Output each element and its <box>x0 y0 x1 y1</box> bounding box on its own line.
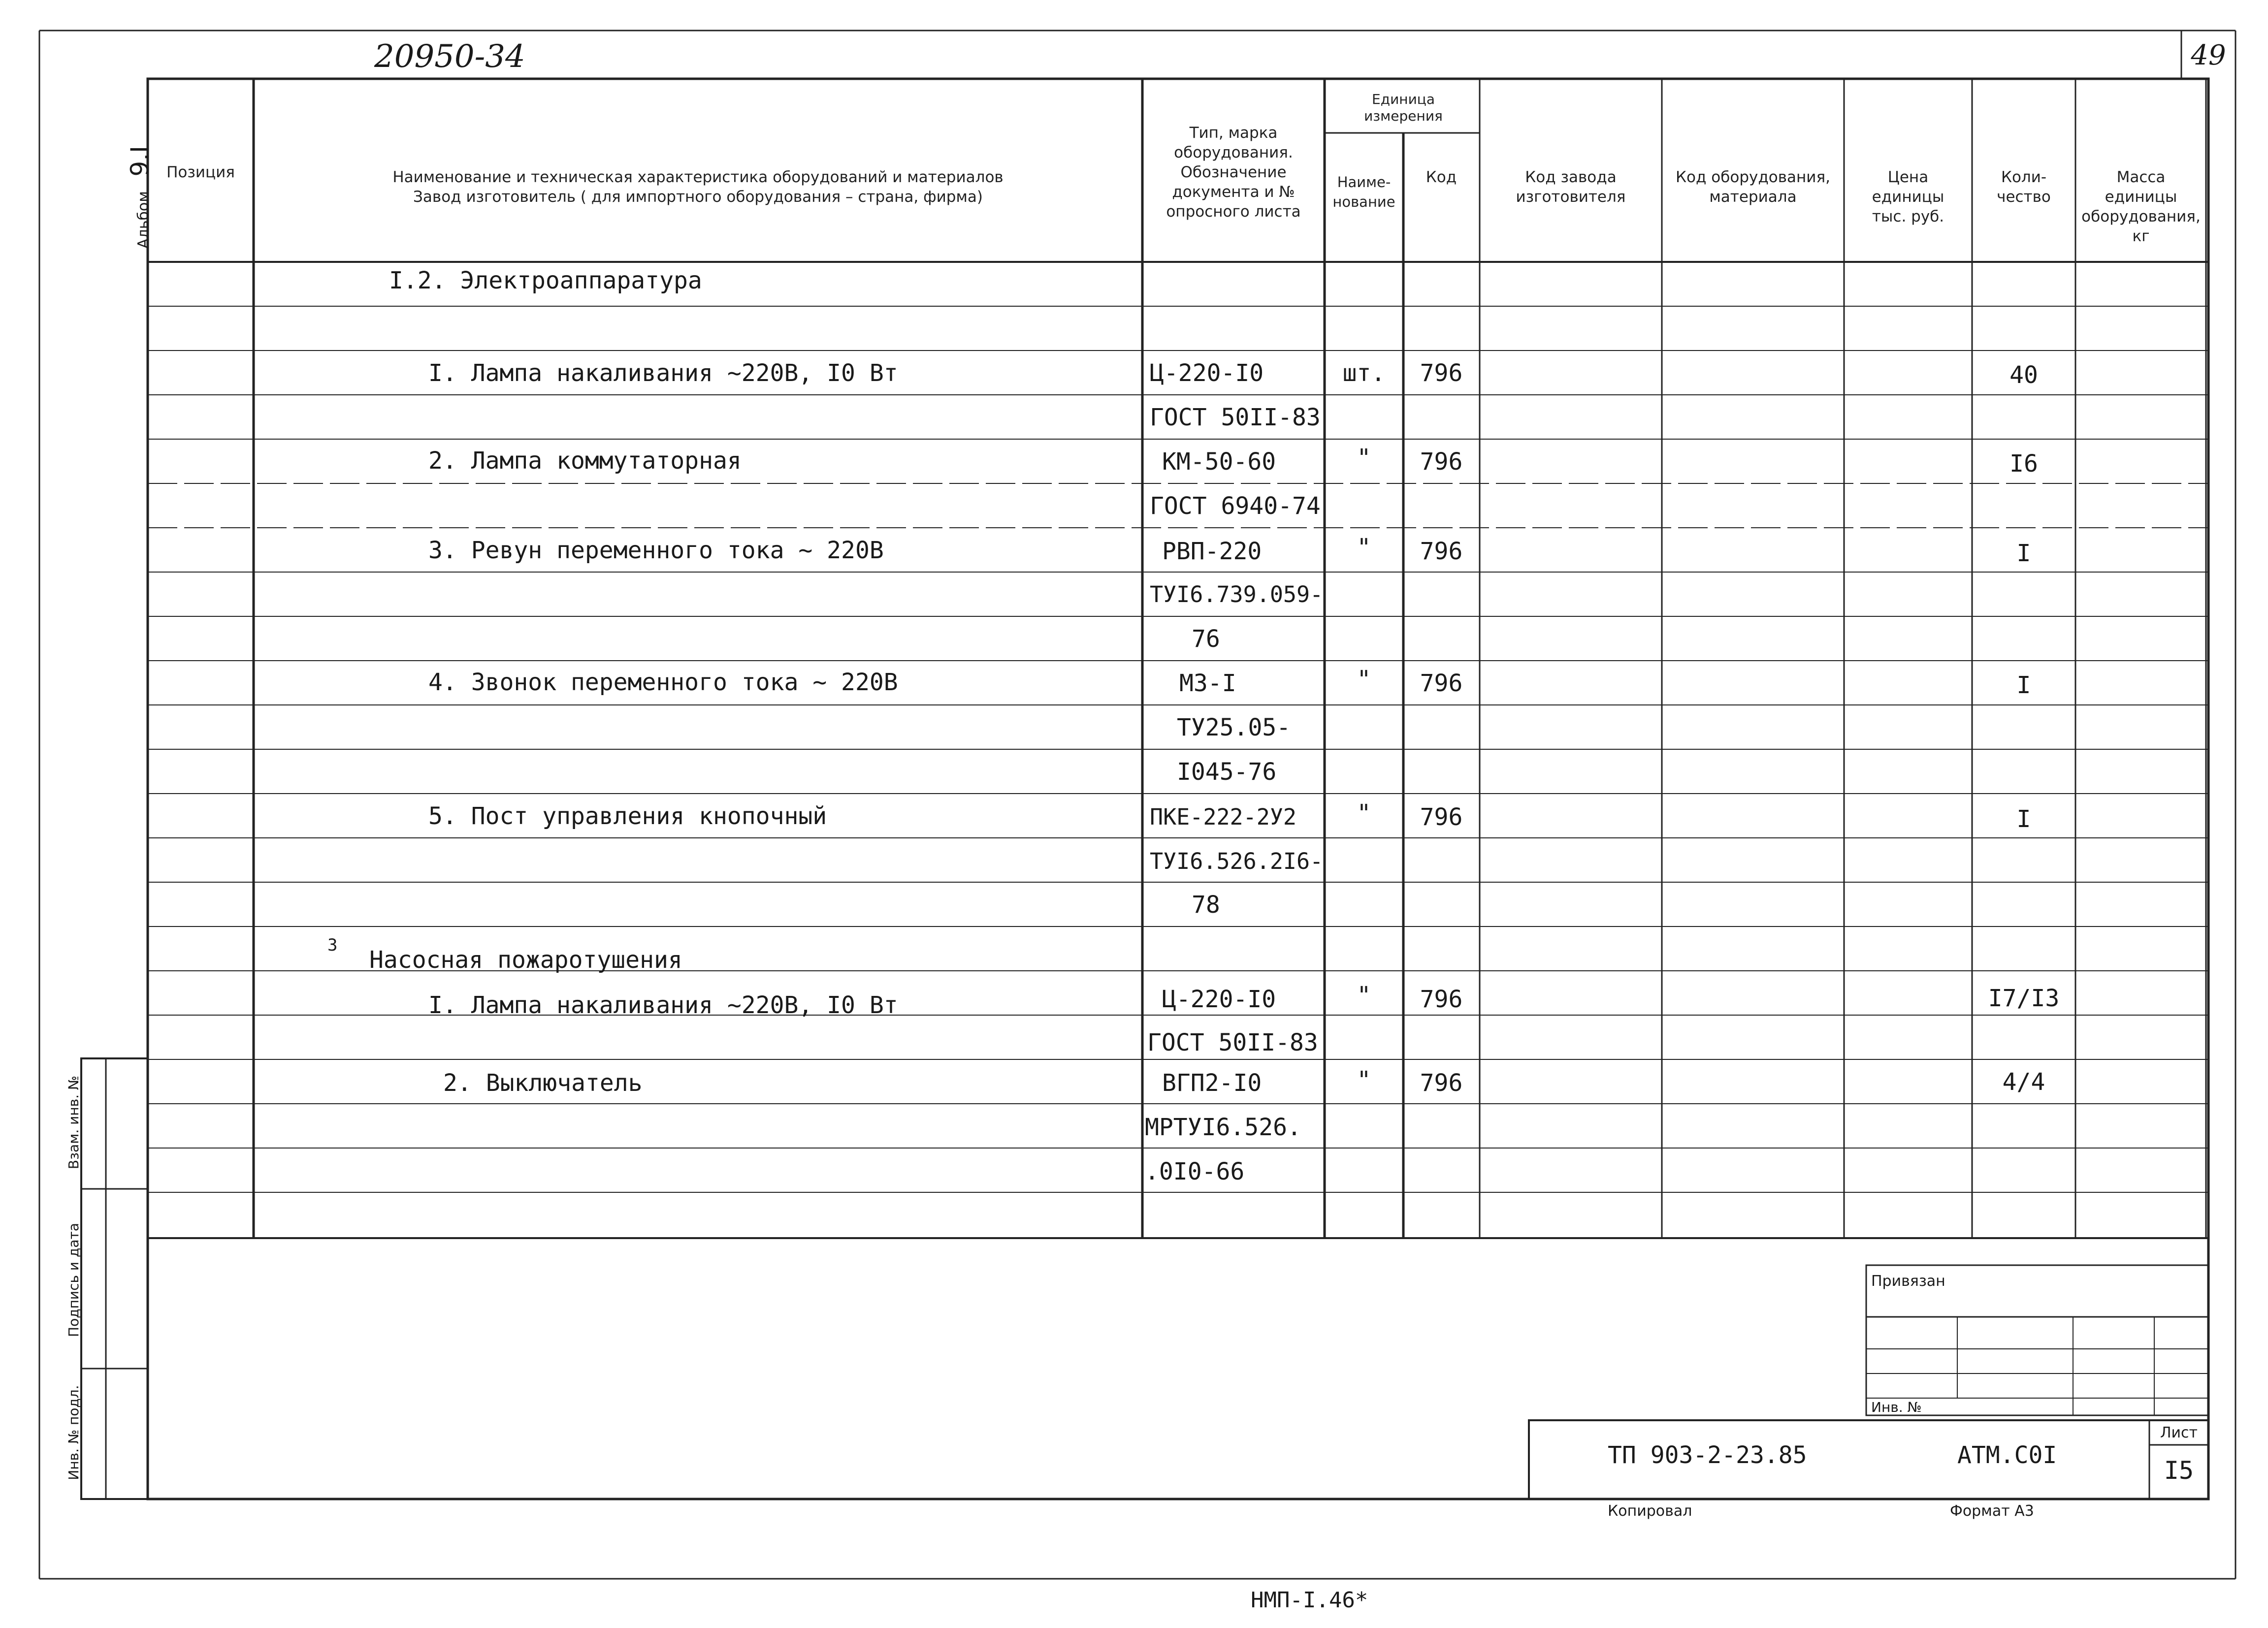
row-10-type: ТУ25.05- <box>1177 714 1291 741</box>
row-9-unit: " <box>1357 666 1371 693</box>
title-sheet-number: I5 <box>2164 1456 2194 1485</box>
row-18-qty: 4/4 <box>2002 1068 2045 1096</box>
row-4-code: 796 <box>1420 448 1463 476</box>
row-2-code: 796 <box>1420 359 1463 387</box>
row-18-unit: " <box>1357 1066 1371 1094</box>
row-9-code: 796 <box>1420 670 1463 697</box>
album-number: 9.I <box>126 146 154 177</box>
row-4-qty: I6 <box>2009 450 2038 478</box>
row-3-type: ГОСТ 50II-83 <box>1150 404 1321 431</box>
header-unit-code: Код <box>1426 168 1457 186</box>
row-4-unit: " <box>1357 444 1371 472</box>
row-13-type: ТУI6.526.2I6- <box>1150 848 1324 874</box>
row-6-name: 3. Ревун переменного тока ~ 220В <box>428 537 884 564</box>
row-7-type: ТУI6.739.059- <box>1150 581 1324 607</box>
row-2-type: Ц-220-I0 <box>1150 359 1264 387</box>
row-12-type: ПКЕ-222-2У2 <box>1150 804 1297 830</box>
bottom-stamp: НМП-I.46* <box>1251 1588 1368 1613</box>
header-unit-group: Единица измерения <box>1364 91 1443 124</box>
row-8-type: 76 <box>1192 625 1220 653</box>
row-11-type: I045-76 <box>1177 758 1277 786</box>
row-16-name: I. Лампа накаливания ~220В, I0 Вт <box>428 991 898 1019</box>
row-6-type: РВП-220 <box>1162 538 1262 565</box>
title-copied: Копировал <box>1608 1502 1692 1520</box>
header-mass: Масса единицы оборудования, кг <box>2081 168 2201 245</box>
row-12-unit: " <box>1357 799 1371 827</box>
row-6-qty: I <box>2016 540 2031 567</box>
binding-label: Привязан <box>1871 1273 1945 1290</box>
row-18-code: 796 <box>1420 1069 1463 1097</box>
header-quantity: Коли-чество <box>1997 168 2051 206</box>
title-project <box>1608 1441 1807 1469</box>
side-inv-orig: Инв. № подл. <box>65 1385 82 1480</box>
side-replace-inv: Взам. инв. № <box>65 1075 82 1170</box>
row-20-type: .0I0-66 <box>1145 1158 1245 1185</box>
header-price: Цена единицы тыс. руб. <box>1872 168 1944 225</box>
side-sign-date: Подпись и дата <box>65 1223 82 1337</box>
title-project-text: ТП 903-2-23.85 <box>1608 1441 1807 1469</box>
section-mark: 3 <box>327 935 338 955</box>
row-6-unit: " <box>1357 534 1371 561</box>
album-label-text: Альбом <box>135 191 152 249</box>
row-18-type: ВГП2-I0 <box>1162 1069 1262 1097</box>
row-16-code: 796 <box>1420 986 1463 1013</box>
row-2-name: I. Лампа накаливания ~220В, I0 Вт <box>428 359 898 387</box>
row-9-type: МЗ-I <box>1179 670 1236 697</box>
row-4-name: 2. Лампа коммутаторная <box>428 447 742 475</box>
row-2-unit: шт. <box>1342 359 1386 387</box>
header-name-line2: Завод изготовитель ( для импортного оборудования – страна, фирма) <box>413 188 983 206</box>
row-16-qty: I7/I3 <box>1988 985 2060 1012</box>
row-16-type: Ц-220-I0 <box>1162 986 1276 1013</box>
title-doc-code: АТМ.С0I <box>1957 1441 2057 1469</box>
row-2-qty: 40 <box>2009 361 2038 389</box>
row-0-name: I.2. Электроаппаратура <box>389 267 702 294</box>
header-name-line1: Наименование и техническая характеристика оборудований и материалов <box>392 168 1004 186</box>
row-15-name: Насосная пожаротушения <box>369 946 682 974</box>
row-6-code: 796 <box>1420 538 1463 565</box>
row-12-code: 796 <box>1420 803 1463 831</box>
header-position: Позиция <box>166 163 235 181</box>
header-equipment-code: Код оборудования, материала <box>1676 168 1830 206</box>
row-19-type: МРТУI6.526. <box>1145 1114 1301 1141</box>
row-14-type: 78 <box>1192 891 1220 919</box>
header-unit-name: Наиме-нование <box>1332 174 1395 210</box>
title-sheet-label: Лист <box>2160 1424 2198 1441</box>
row-12-name: 5. Пост управления кнопочный <box>428 802 827 830</box>
header-factory-code: Код завода изготовителя <box>1516 168 1626 206</box>
handwritten-document-code: 20950-34 <box>374 38 525 75</box>
row-12-qty: I <box>2016 805 2031 833</box>
row-4-type: КМ-50-60 <box>1162 448 1276 476</box>
header-name <box>256 167 1140 207</box>
binding-inv-label: Инв. № <box>1871 1399 1922 1415</box>
row-17-type: ГОСТ 50II-83 <box>1147 1029 1318 1056</box>
title-format: Формат А3 <box>1950 1502 2034 1520</box>
row-9-name: 4. Звонок переменного тока ~ 220В <box>428 669 898 696</box>
row-16-unit: " <box>1357 982 1371 1009</box>
row-5-type: ГОСТ 6940-74 <box>1150 492 1321 520</box>
row-18-name: 2. Выключатель <box>443 1069 643 1097</box>
row-9-qty: I <box>2016 671 2031 699</box>
sheet-corner-number: 49 <box>2191 39 2226 71</box>
header-type: Тип, марка оборудования. Обозначение документа и № опросного листа <box>1166 124 1301 221</box>
